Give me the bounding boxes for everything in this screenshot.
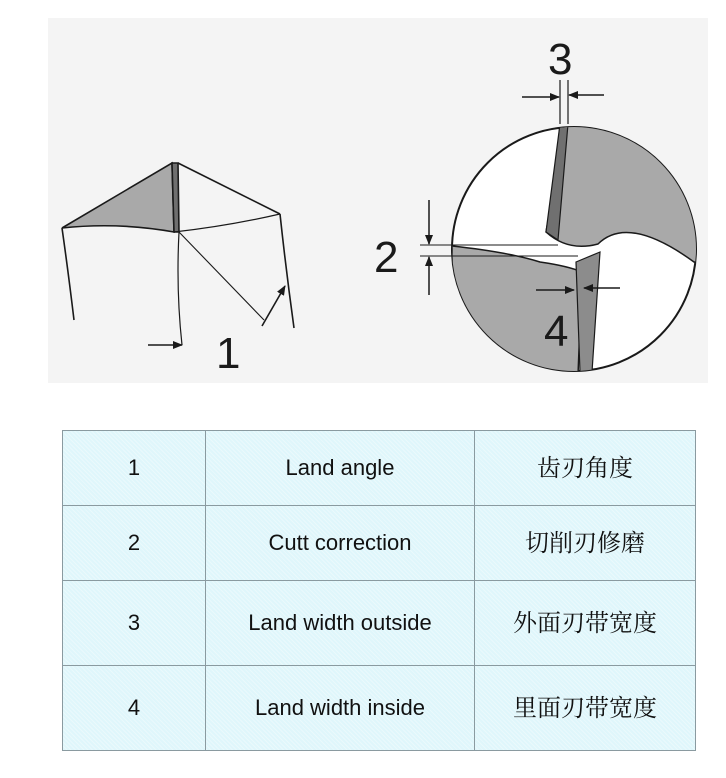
legend-number: 2 [63,506,206,581]
legend-table [62,430,696,751]
legend-english-term: Land angle [206,431,475,506]
legend-english-term: Land width outside [206,581,475,666]
drill-diagram [48,0,708,385]
callout-1: 1 [216,329,241,378]
legend-number: 3 [63,581,206,666]
legend-number: 4 [63,666,206,751]
table-row [63,506,696,581]
legend-number: 1 [63,431,206,506]
legend-chinese-term: 里面刃带宽度 [475,666,696,751]
table-row [63,666,696,751]
callout-3: 3 [548,35,573,84]
callout-2: 2 [374,233,399,282]
drill-tip-web [172,163,179,232]
table-row [63,431,696,506]
legend-chinese-term: 齿刃角度 [475,431,696,506]
legend-english-term: Cutt correction [206,506,475,581]
legend-chinese-term: 外面刃带宽度 [475,581,696,666]
table-row [63,581,696,666]
callout-4: 4 [544,307,569,356]
legend-english-term: Land width inside [206,666,475,751]
legend-chinese-term: 切削刃修磨 [475,506,696,581]
